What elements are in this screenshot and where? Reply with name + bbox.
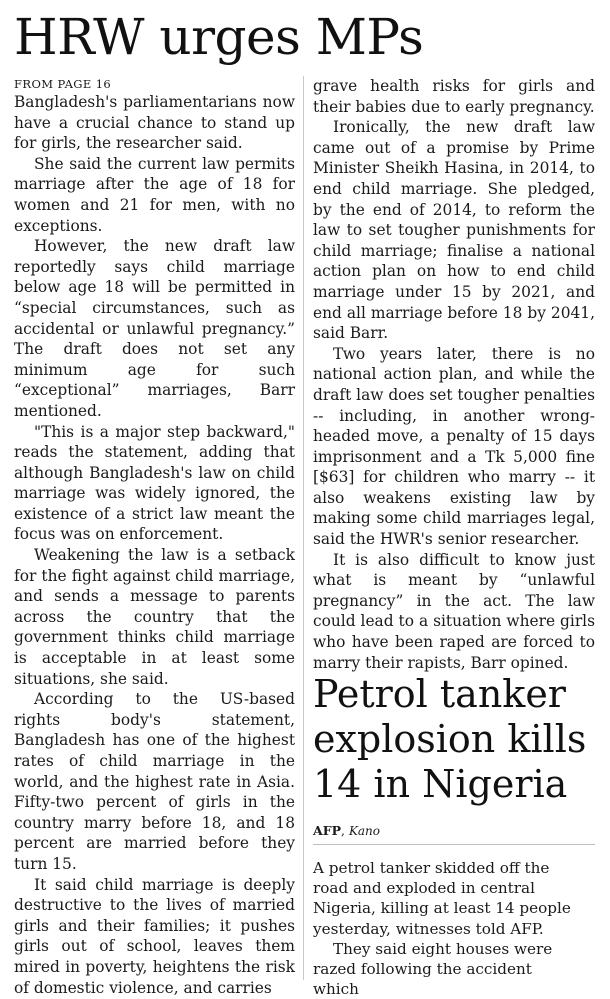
story1-paragraph: grave health risks for girls and their babies due to early pregnancy. [313, 77, 595, 116]
story1-paragraph: It said child marriage is deeply destructive to the lives of married girls and their families; it pushes girls out of school, leaves them mired in poverty, heightens the risk of domestic violence, and carries [14, 875, 295, 997]
story1-right-column [313, 76, 595, 673]
story2-byline: AFP, Kano [313, 823, 381, 838]
column-divider [303, 76, 304, 980]
story2-paragraph: They said eight houses were razed following the accident which [313, 939, 553, 999]
byline-place: Kano [348, 824, 381, 838]
story1-paragraph: Ironically, the new draft law came out of a promise by Prime Minister Sheikh Hasina, in 2014, to end child marriage. She pledged, by the end of 2014, to reform the law to set tougher punishments for child marriage; finalise a national action plan on how to end child marriage under 15 by 2021, and end all marriage before 18 by 2041, said Barr. [313, 118, 595, 343]
story1-left-column [14, 76, 295, 998]
story1-paragraph: However, the new draft law reportedly says child marriage below age 18 will be permitted in “special circumstances, such as accidental or unlawful pregnancy.” The draft does not set any minimum age for such “exceptional” marriages, Barr mentioned. [14, 237, 295, 420]
story1-paragraph: According to the US-based rights body's statement, Bangladesh has one of the highest rates of child marriage in the world, and the highest rate in Asia. Fifty-two percent of girls in the country marry before 18, and 18 percent are married before they turn 15. [14, 690, 295, 873]
story1-paragraph: She said the current law permits marriage after the age of 18 for women and 21 for men, with no exceptions. [14, 154, 295, 235]
story2-column [313, 858, 578, 999]
story1-paragraph: Two years later, there is no national action plan, and while the draft law does set tougher penalties -- including, in another wrong-headed move, a penalty of 15 days imprisonment and a Tk 5,000 fine [$63] for children who marry -- it also weakens existing law by making some child marriages legal, said the HWR's senior researcher. [313, 344, 595, 549]
jump-line: FROM PAGE 16 [14, 77, 112, 91]
story2-paragraph: A petrol tanker skidded off the road and exploded in central Nigeria, killing at least 14 people yesterday, witnesses told AFP. [313, 859, 571, 938]
byline-agency: AFP [313, 823, 341, 838]
story1-paragraph: It is also difficult to know just what is meant by “unlawful pregnancy” in the act. The law could lead to a situation where girls who have been raped are forced to marry their rapists, Barr opined. [313, 550, 595, 672]
story1-paragraph: Weakening the law is a setback for the fight against child marriage, and sends a message to parents across the country that the government thinks child marriage is acceptable in at least some situations, she said. [14, 546, 295, 688]
story1-headline: HRW urges MPs [14, 8, 424, 66]
story2-headline: Petrol tanker explosion kills 14 in Nigeria [313, 672, 587, 806]
story1-paragraph: Bangladesh's parliamentarians now have a crucial chance to stand up for girls, the researcher said. [14, 93, 295, 153]
story1-paragraph: "This is a major step backward," reads the statement, adding that although Bangladesh's law on child marriage was widely ignored, the existence of a strict law meant the focus was on enforcement. [14, 422, 295, 544]
byline-divider [313, 844, 595, 845]
